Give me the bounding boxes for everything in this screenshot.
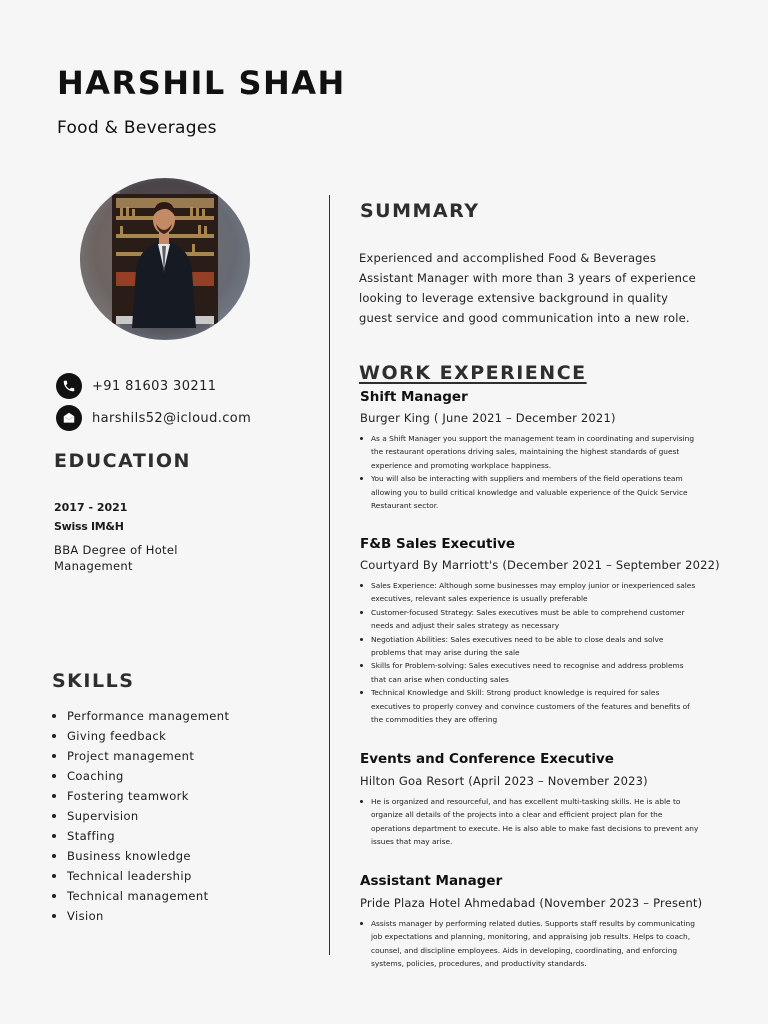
skill-item: Fostering teamwork bbox=[52, 787, 229, 807]
summary-heading: SUMMARY bbox=[360, 200, 480, 222]
job-company: Hilton Goa Resort (April 2023 – November 2023) bbox=[360, 774, 648, 788]
job-title: Events and Conference Executive bbox=[360, 751, 614, 767]
job-entry bbox=[360, 873, 702, 971]
job-bullet: Assists manager by performing related duties. Supports staff results by communicating job expectations and planning, monitoring, and appraising job results. Helps to coach, counsel, and discipline employees. Aids in developing, coordinating, and enforcing systems, policies, procedures, and productivity standards. bbox=[360, 917, 700, 971]
education-years: 2017 - 2021 bbox=[54, 501, 128, 514]
summary-text: Experienced and accomplished Food & Beverages Assistant Manager with more than 3 years of experience looking to leverage extensive background in quality guest service and good communication into a new role. bbox=[359, 251, 696, 325]
job-title: Assistant Manager bbox=[360, 873, 503, 889]
skills-list bbox=[52, 707, 229, 927]
job-bullets bbox=[360, 917, 700, 971]
skill-item: Technical management bbox=[52, 887, 229, 907]
job-title: Shift Manager bbox=[360, 389, 468, 405]
job-company: Burger King ( June 2021 – December 2021) bbox=[360, 411, 616, 425]
job-bullet: As a Shift Manager you support the management team in coordinating and supervising the restaurant operations driving sales, maintaining the highest standards of guest experience and promoting workplace happiness. bbox=[360, 432, 700, 472]
candidate-name: HARSHIL SHAH bbox=[57, 64, 346, 102]
job-bullets bbox=[360, 795, 700, 849]
education-heading: EDUCATION bbox=[54, 450, 191, 472]
job-bullet: Sales Experience: Although some businesses may employ junior or inexperienced sales executives, relevant sales experience is usually preferable bbox=[360, 579, 700, 606]
job-company: Pride Plaza Hotel Ahmedabad (November 2023 – Present) bbox=[360, 896, 703, 910]
job-bullets bbox=[360, 579, 700, 726]
skill-item: Technical leadership bbox=[52, 867, 229, 887]
job-company: Courtyard By Marriott's (December 2021 – September 2022) bbox=[360, 558, 720, 572]
skill-item: Vision bbox=[52, 907, 229, 927]
job-bullet: Technical Knowledge and Skill: Strong product knowledge is required for sales executives to properly convey and convince customers of the features and benefits of the commodities they are offering bbox=[360, 686, 700, 726]
education-degree: BBA Degree of Hotel Management bbox=[54, 543, 178, 573]
job-bullet: Skills for Problem-solving: Sales executives need to recognise and address problems that can arise when conducting sales bbox=[360, 659, 700, 686]
job-bullet: He is organized and resourceful, and has excellent multi-tasking skills. He is able to organize all details of the projects into a clear and efficient project plan for the operations department to execute. He is also able to make fast decisions to prevent any issues that may arise. bbox=[360, 795, 700, 849]
skill-item: Supervision bbox=[52, 807, 229, 827]
skill-item: Performance management bbox=[52, 707, 229, 727]
skill-item: Staffing bbox=[52, 827, 229, 847]
job-title: F&B Sales Executive bbox=[360, 536, 516, 552]
phone-number: +91 81603 30211 bbox=[92, 378, 217, 394]
job-bullet: Negotiation Abilities: Sales executives need to be able to close deals and solve problems that may arise during the sale bbox=[360, 633, 700, 660]
candidate-role: Food & Beverages bbox=[57, 118, 217, 138]
column-divider bbox=[329, 195, 330, 955]
job-entry bbox=[360, 389, 700, 512]
profile-photo bbox=[80, 178, 250, 340]
skill-item: Business knowledge bbox=[52, 847, 229, 867]
skills-heading: SKILLS bbox=[52, 670, 135, 692]
email-contact[interactable] bbox=[56, 405, 251, 431]
job-entry bbox=[360, 751, 700, 849]
job-entry bbox=[360, 536, 720, 726]
job-bullet: Customer-focused Strategy: Sales executives must be able to comprehend customer needs and adjust their sales strategy as necessary bbox=[360, 606, 700, 633]
phone-contact[interactable] bbox=[56, 373, 216, 399]
work-experience-heading: WORK EXPERIENCE bbox=[359, 362, 587, 384]
mail-icon bbox=[56, 405, 82, 431]
skill-item: Project management bbox=[52, 747, 229, 767]
education-school: Swiss IM&H bbox=[54, 520, 124, 533]
job-bullets bbox=[360, 432, 700, 512]
phone-icon bbox=[56, 373, 82, 399]
job-bullet: You will also be interacting with suppliers and members of the field operations team allowing you to build critical knowledge and valuable experience of the Quick Service Restaurant sector. bbox=[360, 472, 700, 512]
skill-item: Coaching bbox=[52, 767, 229, 787]
skill-item: Giving feedback bbox=[52, 727, 229, 747]
email-address: harshils52@icloud.com bbox=[92, 410, 252, 426]
